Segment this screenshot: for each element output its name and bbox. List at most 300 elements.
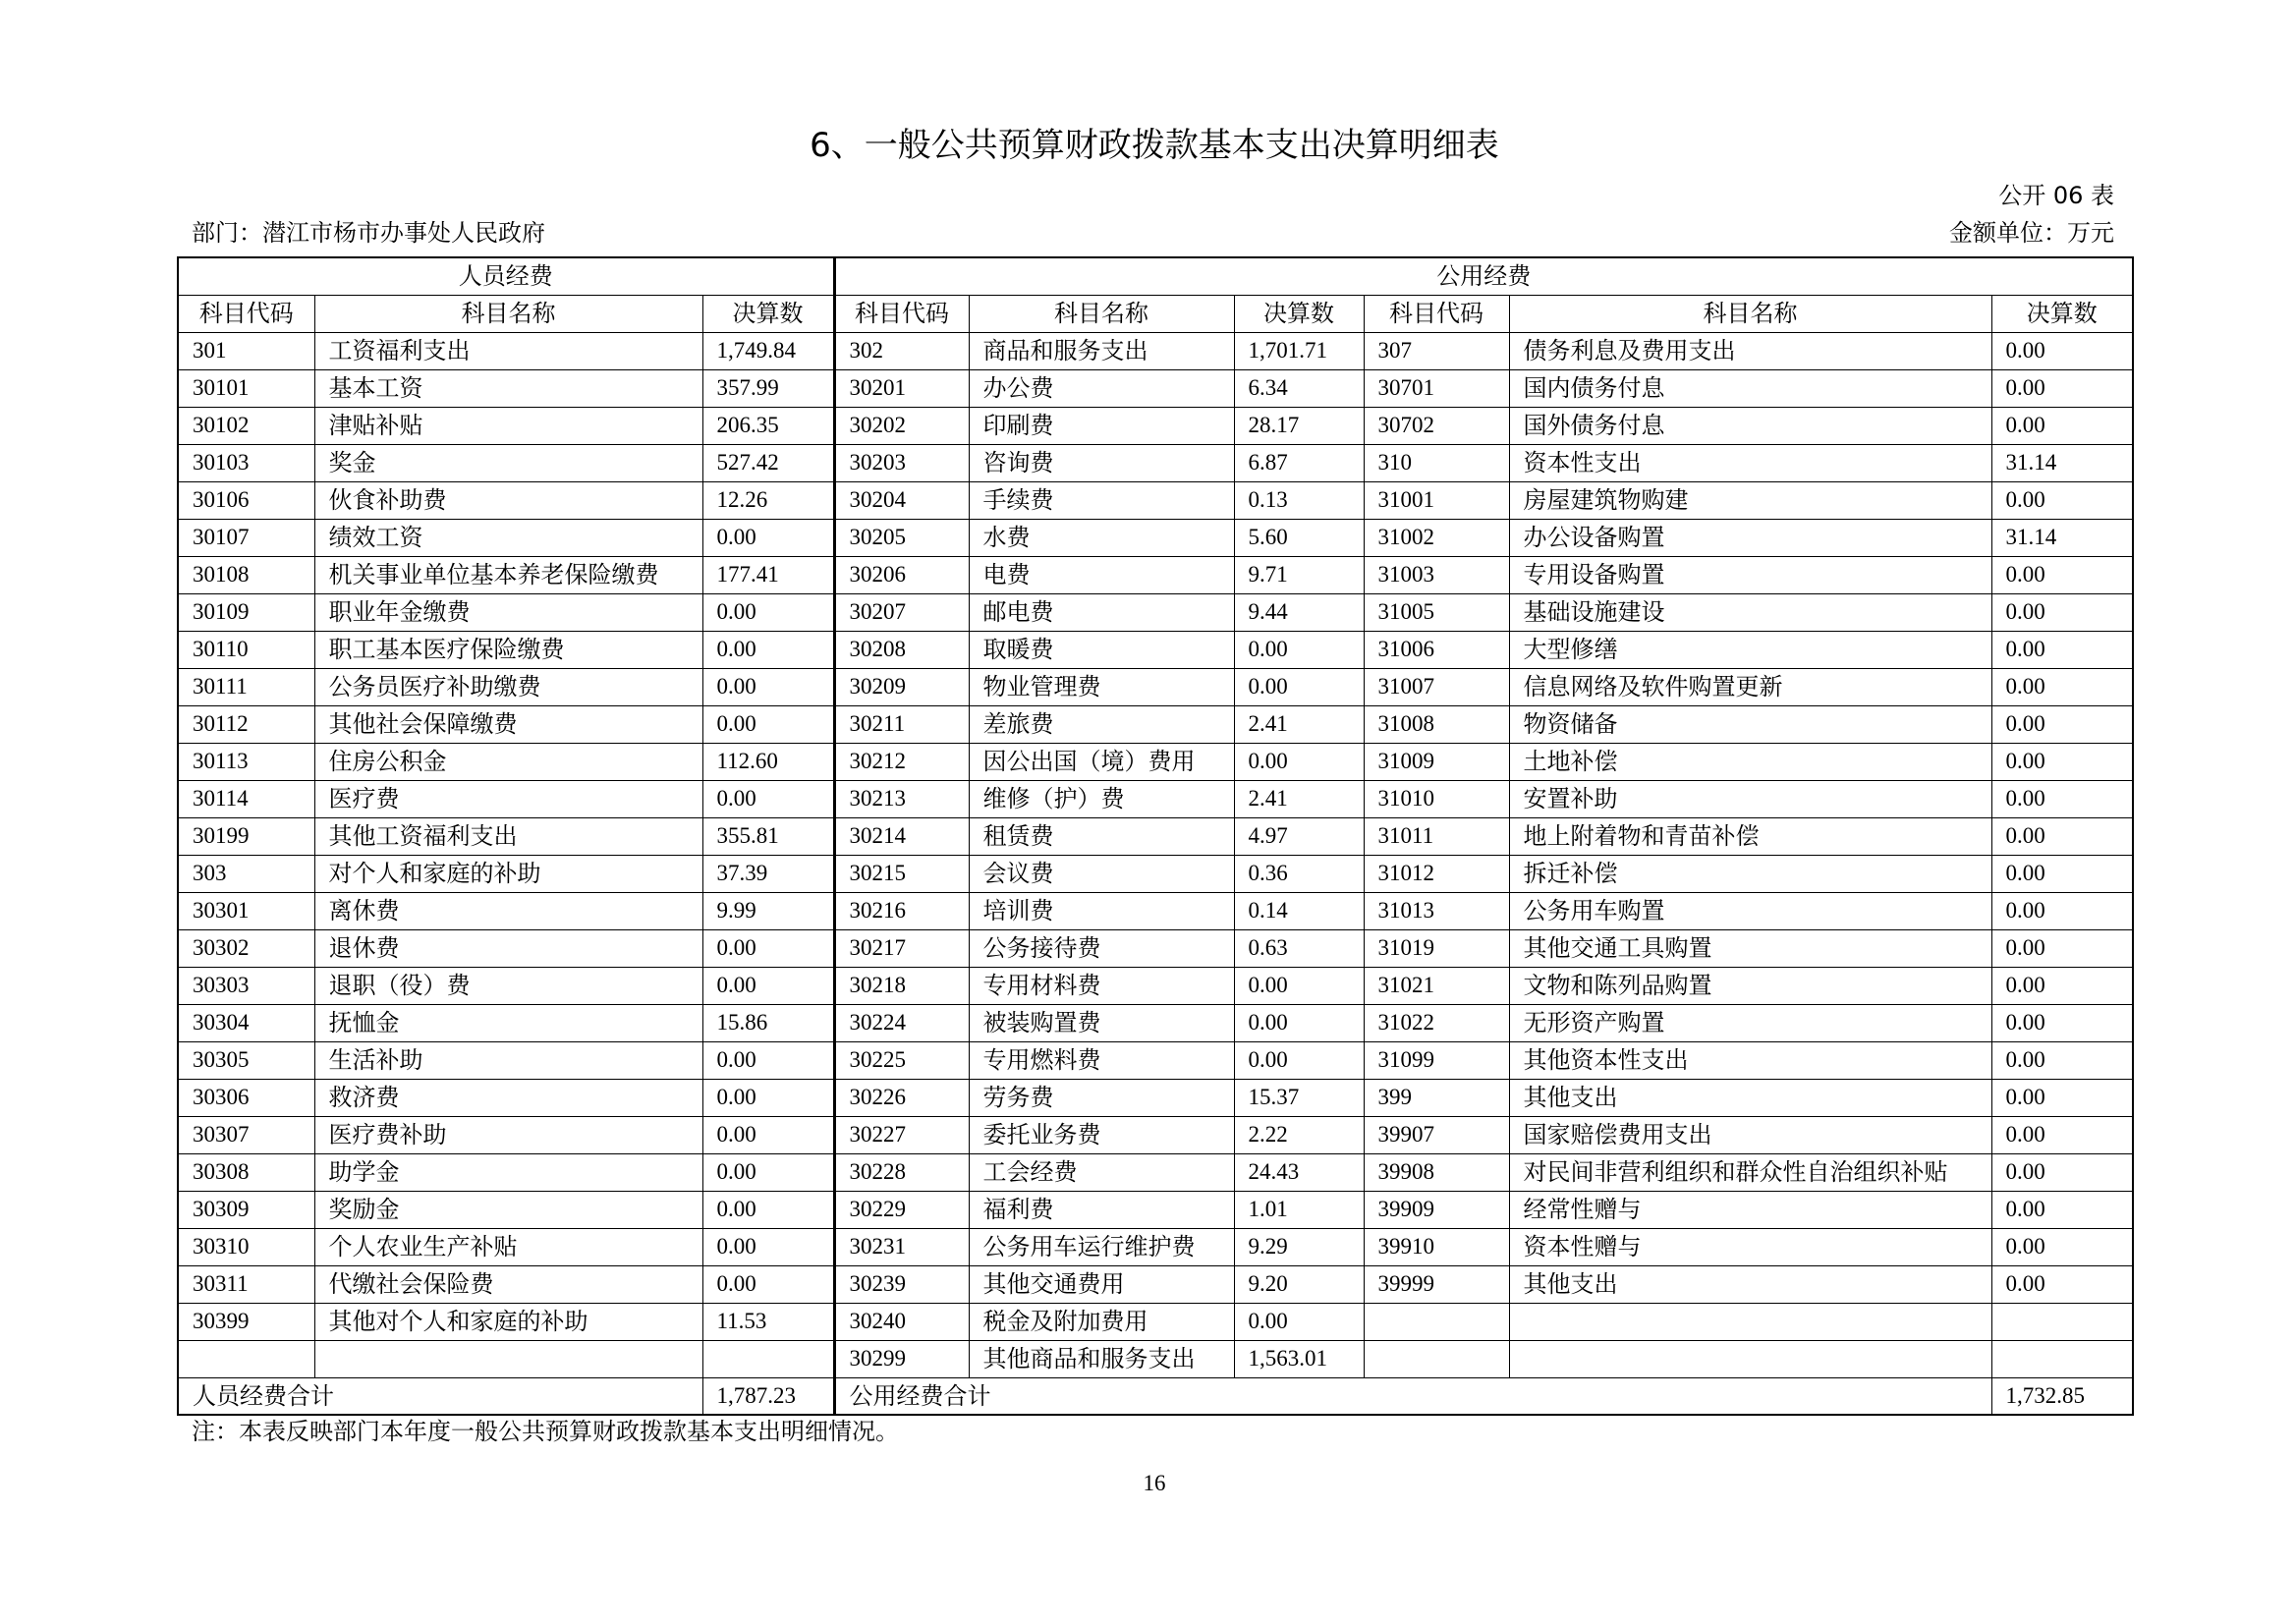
goods-services-code-cell: 30228 [834, 1153, 969, 1191]
table-row [178, 631, 2133, 668]
other-name-cell: 信息网络及软件购置更新 [1509, 668, 1991, 705]
personnel-amount-cell: 0.00 [702, 1265, 834, 1303]
goods-services-amount-cell: 0.00 [1234, 668, 1364, 705]
personnel-name-cell: 抚恤金 [314, 1004, 702, 1041]
other-amount-cell: 0.00 [1991, 967, 2133, 1004]
other-code-cell: 31099 [1364, 1041, 1509, 1079]
goods-services-amount-cell: 1,701.71 [1234, 332, 1364, 369]
table-row [178, 817, 2133, 855]
other-amount-cell: 0.00 [1991, 556, 2133, 593]
table-row [178, 332, 2133, 369]
other-code-cell: 39910 [1364, 1228, 1509, 1265]
goods-services-name-cell: 委托业务费 [969, 1116, 1234, 1153]
goods-services-code-cell: 30231 [834, 1228, 969, 1265]
other-name-cell: 办公设备购置 [1509, 519, 1991, 556]
other-code-cell: 307 [1364, 332, 1509, 369]
goods-services-amount-cell: 0.13 [1234, 481, 1364, 519]
personnel-amount-cell: 1,749.84 [702, 332, 834, 369]
table-row [178, 1191, 2133, 1228]
other-name-cell: 对民间非营利组织和群众性自治组织补贴 [1509, 1153, 1991, 1191]
goods-services-name-cell: 差旅费 [969, 705, 1234, 743]
other-amount-cell: 31.14 [1991, 519, 2133, 556]
table-row [178, 1116, 2133, 1153]
goods-services-name-cell: 会议费 [969, 855, 1234, 892]
goods-services-code-cell: 30224 [834, 1004, 969, 1041]
table-row [178, 1265, 2133, 1303]
column-header-amount: 决算数 [1991, 295, 2133, 332]
other-code-cell: 31009 [1364, 743, 1509, 780]
personnel-name-cell: 津贴补贴 [314, 407, 702, 444]
personnel-code-cell: 30110 [178, 631, 314, 668]
goods-services-code-cell: 30240 [834, 1303, 969, 1340]
goods-services-amount-cell: 0.00 [1234, 631, 1364, 668]
personnel-code-cell: 30101 [178, 369, 314, 407]
personnel-name-cell: 退职（役）费 [314, 967, 702, 1004]
goods-services-code-cell: 30204 [834, 481, 969, 519]
personnel-amount-cell: 0.00 [702, 1116, 834, 1153]
personnel-amount-cell: 0.00 [702, 1079, 834, 1116]
personnel-code-cell: 30108 [178, 556, 314, 593]
goods-services-code-cell: 30206 [834, 556, 969, 593]
goods-services-code-cell: 30212 [834, 743, 969, 780]
personnel-name-cell: 住房公积金 [314, 743, 702, 780]
goods-services-name-cell: 电费 [969, 556, 1234, 593]
column-header-name: 科目名称 [1509, 295, 1991, 332]
goods-services-name-cell: 专用材料费 [969, 967, 1234, 1004]
other-name-cell: 其他支出 [1509, 1265, 1991, 1303]
personnel-name-cell: 医疗费 [314, 780, 702, 817]
other-name-cell: 专用设备购置 [1509, 556, 1991, 593]
goods-services-name-cell: 租赁费 [969, 817, 1234, 855]
personnel-amount-cell: 0.00 [702, 1191, 834, 1228]
other-code-cell: 30701 [1364, 369, 1509, 407]
other-code-cell [1364, 1303, 1509, 1340]
other-amount-cell: 0.00 [1991, 407, 2133, 444]
other-name-cell [1509, 1340, 1991, 1377]
public-total-label: 公用经费合计 [834, 1377, 1991, 1415]
table-row [178, 743, 2133, 780]
table-footer [178, 1377, 2133, 1415]
personnel-name-cell: 生活补助 [314, 1041, 702, 1079]
personnel-code-cell: 30111 [178, 668, 314, 705]
personnel-code-cell: 30305 [178, 1041, 314, 1079]
table-row [178, 1228, 2133, 1265]
goods-services-code-cell: 30215 [834, 855, 969, 892]
personnel-amount-cell: 0.00 [702, 780, 834, 817]
personnel-code-cell: 30307 [178, 1116, 314, 1153]
personnel-name-cell: 其他社会保障缴费 [314, 705, 702, 743]
table-row [178, 1041, 2133, 1079]
goods-services-name-cell: 因公出国（境）费用 [969, 743, 1234, 780]
goods-services-name-cell: 公务接待费 [969, 929, 1234, 967]
goods-services-name-cell: 商品和服务支出 [969, 332, 1234, 369]
personnel-amount-cell: 12.26 [702, 481, 834, 519]
personnel-code-cell: 30109 [178, 593, 314, 631]
other-code-cell: 310 [1364, 444, 1509, 481]
personnel-amount-cell: 0.00 [702, 929, 834, 967]
other-name-cell: 资本性支出 [1509, 444, 1991, 481]
personnel-amount-cell: 0.00 [702, 1041, 834, 1079]
other-amount-cell: 0.00 [1991, 481, 2133, 519]
other-amount-cell [1991, 1340, 2133, 1377]
other-name-cell: 基础设施建设 [1509, 593, 1991, 631]
personnel-code-cell: 30302 [178, 929, 314, 967]
goods-services-code-cell: 30207 [834, 593, 969, 631]
other-amount-cell: 0.00 [1991, 1079, 2133, 1116]
personnel-code-cell: 30301 [178, 892, 314, 929]
goods-services-amount-cell: 0.36 [1234, 855, 1364, 892]
other-code-cell: 39908 [1364, 1153, 1509, 1191]
other-amount-cell: 0.00 [1991, 855, 2133, 892]
goods-services-name-cell: 邮电费 [969, 593, 1234, 631]
expenditure-detail-table [177, 256, 2134, 1416]
personnel-amount-cell: 37.39 [702, 855, 834, 892]
other-code-cell: 31006 [1364, 631, 1509, 668]
table-row [178, 705, 2133, 743]
personnel-code-cell: 30304 [178, 1004, 314, 1041]
goods-services-amount-cell: 9.20 [1234, 1265, 1364, 1303]
personnel-amount-cell: 11.53 [702, 1303, 834, 1340]
personnel-name-cell [314, 1340, 702, 1377]
goods-services-amount-cell: 2.41 [1234, 780, 1364, 817]
other-name-cell: 资本性赠与 [1509, 1228, 1991, 1265]
other-amount-cell: 0.00 [1991, 369, 2133, 407]
other-amount-cell: 0.00 [1991, 743, 2133, 780]
table-row [178, 1303, 2133, 1340]
goods-services-amount-cell: 1.01 [1234, 1191, 1364, 1228]
goods-services-name-cell: 水费 [969, 519, 1234, 556]
personnel-name-cell: 基本工资 [314, 369, 702, 407]
other-name-cell: 无形资产购置 [1509, 1004, 1991, 1041]
personnel-amount-cell: 0.00 [702, 705, 834, 743]
goods-services-amount-cell: 0.00 [1234, 1303, 1364, 1340]
other-code-cell: 39907 [1364, 1116, 1509, 1153]
table-row [178, 892, 2133, 929]
goods-services-amount-cell: 0.00 [1234, 1004, 1364, 1041]
goods-services-code-cell: 30213 [834, 780, 969, 817]
other-name-cell: 国外债务付息 [1509, 407, 1991, 444]
personnel-amount-cell: 0.00 [702, 1228, 834, 1265]
personnel-code-cell [178, 1340, 314, 1377]
personnel-name-cell: 绩效工资 [314, 519, 702, 556]
other-code-cell: 31001 [1364, 481, 1509, 519]
other-name-cell: 土地补偿 [1509, 743, 1991, 780]
personnel-name-cell: 公务员医疗补助缴费 [314, 668, 702, 705]
personnel-amount-cell: 206.35 [702, 407, 834, 444]
goods-services-name-cell: 培训费 [969, 892, 1234, 929]
other-code-cell: 39999 [1364, 1265, 1509, 1303]
department-label: 部门：潜江市杨市办事处人民政府 [192, 219, 545, 247]
other-code-cell: 31012 [1364, 855, 1509, 892]
other-code-cell: 31002 [1364, 519, 1509, 556]
other-name-cell: 国家赔偿费用支出 [1509, 1116, 1991, 1153]
goods-services-name-cell: 工会经费 [969, 1153, 1234, 1191]
other-name-cell: 公务用车购置 [1509, 892, 1991, 929]
other-name-cell: 其他支出 [1509, 1079, 1991, 1116]
public-total-amount: 1,732.85 [1991, 1377, 2133, 1415]
table-row [178, 967, 2133, 1004]
personnel-code-cell: 303 [178, 855, 314, 892]
column-header-code: 科目代码 [1364, 295, 1509, 332]
personnel-code-cell: 30308 [178, 1153, 314, 1191]
goods-services-code-cell: 30202 [834, 407, 969, 444]
other-amount-cell: 0.00 [1991, 668, 2133, 705]
goods-services-amount-cell: 6.34 [1234, 369, 1364, 407]
other-name-cell: 安置补助 [1509, 780, 1991, 817]
goods-services-name-cell: 物业管理费 [969, 668, 1234, 705]
table-row [178, 1153, 2133, 1191]
goods-services-amount-cell: 24.43 [1234, 1153, 1364, 1191]
goods-services-name-cell: 其他商品和服务支出 [969, 1340, 1234, 1377]
personnel-name-cell: 机关事业单位基本养老保险缴费 [314, 556, 702, 593]
amount-unit-label: 金额单位：万元 [1949, 219, 2114, 247]
personnel-name-cell: 奖励金 [314, 1191, 702, 1228]
table-row [178, 1340, 2133, 1377]
table-row [178, 929, 2133, 967]
other-name-cell: 大型修缮 [1509, 631, 1991, 668]
personnel-name-cell: 离休费 [314, 892, 702, 929]
goods-services-name-cell: 专用燃料费 [969, 1041, 1234, 1079]
personnel-code-cell: 30399 [178, 1303, 314, 1340]
personnel-code-cell: 30107 [178, 519, 314, 556]
other-amount-cell: 0.00 [1991, 1116, 2133, 1153]
personnel-amount-cell: 0.00 [702, 593, 834, 631]
goods-services-name-cell: 公务用车运行维护费 [969, 1228, 1234, 1265]
other-code-cell: 30702 [1364, 407, 1509, 444]
other-name-cell: 物资储备 [1509, 705, 1991, 743]
table-row [178, 369, 2133, 407]
goods-services-amount-cell: 2.22 [1234, 1116, 1364, 1153]
goods-services-amount-cell: 5.60 [1234, 519, 1364, 556]
other-amount-cell: 0.00 [1991, 1041, 2133, 1079]
other-code-cell: 31011 [1364, 817, 1509, 855]
personnel-amount-cell: 0.00 [702, 668, 834, 705]
goods-services-amount-cell: 0.14 [1234, 892, 1364, 929]
personnel-amount-cell: 357.99 [702, 369, 834, 407]
personnel-name-cell: 代缴社会保险费 [314, 1265, 702, 1303]
table-row [178, 481, 2133, 519]
other-code-cell: 31013 [1364, 892, 1509, 929]
goods-services-code-cell: 30227 [834, 1116, 969, 1153]
personnel-code-cell: 30103 [178, 444, 314, 481]
goods-services-code-cell: 30218 [834, 967, 969, 1004]
other-code-cell: 31005 [1364, 593, 1509, 631]
goods-services-name-cell: 办公费 [969, 369, 1234, 407]
other-amount-cell: 0.00 [1991, 1191, 2133, 1228]
personnel-amount-cell: 527.42 [702, 444, 834, 481]
personnel-code-cell: 30102 [178, 407, 314, 444]
goods-services-amount-cell: 2.41 [1234, 705, 1364, 743]
other-code-cell: 31019 [1364, 929, 1509, 967]
goods-services-name-cell: 劳务费 [969, 1079, 1234, 1116]
goods-services-code-cell: 30214 [834, 817, 969, 855]
personnel-name-cell: 职工基本医疗保险缴费 [314, 631, 702, 668]
table-row [178, 1079, 2133, 1116]
other-amount-cell [1991, 1303, 2133, 1340]
goods-services-code-cell: 30226 [834, 1079, 969, 1116]
goods-services-code-cell: 30217 [834, 929, 969, 967]
column-header-name: 科目名称 [969, 295, 1234, 332]
personnel-name-cell: 伙食补助费 [314, 481, 702, 519]
goods-services-name-cell: 印刷费 [969, 407, 1234, 444]
personnel-name-cell: 救济费 [314, 1079, 702, 1116]
personnel-code-cell: 30113 [178, 743, 314, 780]
personnel-name-cell: 对个人和家庭的补助 [314, 855, 702, 892]
other-code-cell [1364, 1340, 1509, 1377]
goods-services-code-cell: 30216 [834, 892, 969, 929]
goods-services-amount-cell: 28.17 [1234, 407, 1364, 444]
goods-services-name-cell: 咨询费 [969, 444, 1234, 481]
other-code-cell: 31003 [1364, 556, 1509, 593]
personnel-amount-cell: 0.00 [702, 967, 834, 1004]
personnel-amount-cell: 0.00 [702, 1153, 834, 1191]
column-header-code: 科目代码 [178, 295, 314, 332]
column-header-amount: 决算数 [702, 295, 834, 332]
group-header-public: 公用经费 [834, 257, 2133, 295]
personnel-name-cell: 职业年金缴费 [314, 593, 702, 631]
table-row [178, 668, 2133, 705]
personnel-name-cell: 助学金 [314, 1153, 702, 1191]
personnel-name-cell: 退休费 [314, 929, 702, 967]
goods-services-amount-cell: 0.00 [1234, 967, 1364, 1004]
other-code-cell: 31007 [1364, 668, 1509, 705]
table-number: 公开 06 表 [1998, 182, 2114, 209]
personnel-code-cell: 30303 [178, 967, 314, 1004]
other-code-cell: 31022 [1364, 1004, 1509, 1041]
goods-services-name-cell: 被装购置费 [969, 1004, 1234, 1041]
personnel-code-cell: 301 [178, 332, 314, 369]
other-amount-cell: 0.00 [1991, 892, 2133, 929]
table-row [178, 444, 2133, 481]
personnel-name-cell: 奖金 [314, 444, 702, 481]
goods-services-code-cell: 30208 [834, 631, 969, 668]
goods-services-code-cell: 302 [834, 332, 969, 369]
other-amount-cell: 0.00 [1991, 929, 2133, 967]
table-header [178, 257, 2133, 332]
other-amount-cell: 0.00 [1991, 631, 2133, 668]
other-amount-cell: 0.00 [1991, 332, 2133, 369]
other-code-cell: 31010 [1364, 780, 1509, 817]
personnel-amount-cell: 355.81 [702, 817, 834, 855]
column-header-amount: 决算数 [1234, 295, 1364, 332]
goods-services-name-cell: 福利费 [969, 1191, 1234, 1228]
goods-services-name-cell: 其他交通费用 [969, 1265, 1234, 1303]
other-amount-cell: 0.00 [1991, 1228, 2133, 1265]
goods-services-code-cell: 30209 [834, 668, 969, 705]
table-row [178, 780, 2133, 817]
goods-services-code-cell: 30229 [834, 1191, 969, 1228]
goods-services-name-cell: 维修（护）费 [969, 780, 1234, 817]
personnel-code-cell: 30306 [178, 1079, 314, 1116]
other-name-cell: 其他资本性支出 [1509, 1041, 1991, 1079]
personnel-total-amount: 1,787.23 [702, 1377, 834, 1415]
other-name-cell: 地上附着物和青苗补偿 [1509, 817, 1991, 855]
group-header-personnel: 人员经费 [178, 257, 834, 295]
other-code-cell: 31021 [1364, 967, 1509, 1004]
personnel-amount-cell: 177.41 [702, 556, 834, 593]
other-name-cell: 房屋建筑物购建 [1509, 481, 1991, 519]
goods-services-amount-cell: 9.29 [1234, 1228, 1364, 1265]
goods-services-amount-cell: 0.63 [1234, 929, 1364, 967]
goods-services-name-cell: 手续费 [969, 481, 1234, 519]
other-amount-cell: 0.00 [1991, 1265, 2133, 1303]
personnel-code-cell: 30311 [178, 1265, 314, 1303]
other-amount-cell: 0.00 [1991, 705, 2133, 743]
personnel-amount-cell: 0.00 [702, 519, 834, 556]
table-row [178, 407, 2133, 444]
other-amount-cell: 0.00 [1991, 1153, 2133, 1191]
personnel-amount-cell: 0.00 [702, 631, 834, 668]
other-amount-cell: 0.00 [1991, 780, 2133, 817]
group-header-row [178, 257, 2133, 295]
column-header-name: 科目名称 [314, 295, 702, 332]
other-code-cell: 399 [1364, 1079, 1509, 1116]
other-name-cell [1509, 1303, 1991, 1340]
personnel-code-cell: 30112 [178, 705, 314, 743]
other-amount-cell: 0.00 [1991, 593, 2133, 631]
other-name-cell: 其他交通工具购置 [1509, 929, 1991, 967]
personnel-amount-cell: 15.86 [702, 1004, 834, 1041]
other-code-cell: 39909 [1364, 1191, 1509, 1228]
column-header-row [178, 295, 2133, 332]
other-amount-cell: 0.00 [1991, 1004, 2133, 1041]
personnel-code-cell: 30310 [178, 1228, 314, 1265]
table-row [178, 1004, 2133, 1041]
goods-services-amount-cell: 1,563.01 [1234, 1340, 1364, 1377]
goods-services-code-cell: 30239 [834, 1265, 969, 1303]
other-name-cell: 国内债务付息 [1509, 369, 1991, 407]
personnel-code-cell: 30199 [178, 817, 314, 855]
goods-services-amount-cell: 0.00 [1234, 743, 1364, 780]
personnel-code-cell: 30106 [178, 481, 314, 519]
goods-services-amount-cell: 4.97 [1234, 817, 1364, 855]
other-amount-cell: 31.14 [1991, 444, 2133, 481]
personnel-code-cell: 30309 [178, 1191, 314, 1228]
personnel-total-label: 人员经费合计 [178, 1377, 702, 1415]
other-name-cell: 债务利息及费用支出 [1509, 332, 1991, 369]
goods-services-amount-cell: 9.44 [1234, 593, 1364, 631]
other-amount-cell: 0.00 [1991, 817, 2133, 855]
page-title: 6、一般公共预算财政拨款基本支出决算明细表 [810, 126, 1499, 165]
goods-services-amount-cell: 6.87 [1234, 444, 1364, 481]
table-body [178, 332, 2133, 1377]
table-note: 注：本表反映部门本年度一般公共预算财政拨款基本支出明细情况。 [192, 1418, 899, 1445]
personnel-amount-cell: 9.99 [702, 892, 834, 929]
other-name-cell: 文物和陈列品购置 [1509, 967, 1991, 1004]
other-name-cell: 经常性赠与 [1509, 1191, 1991, 1228]
goods-services-code-cell: 30225 [834, 1041, 969, 1079]
goods-services-amount-cell: 9.71 [1234, 556, 1364, 593]
page-number: 16 [1143, 1471, 1166, 1495]
personnel-name-cell: 工资福利支出 [314, 332, 702, 369]
totals-row [178, 1377, 2133, 1415]
goods-services-code-cell: 30205 [834, 519, 969, 556]
table-row [178, 855, 2133, 892]
goods-services-code-cell: 30201 [834, 369, 969, 407]
personnel-name-cell: 个人农业生产补贴 [314, 1228, 702, 1265]
personnel-code-cell: 30114 [178, 780, 314, 817]
personnel-amount-cell: 112.60 [702, 743, 834, 780]
goods-services-name-cell: 取暖费 [969, 631, 1234, 668]
goods-services-code-cell: 30203 [834, 444, 969, 481]
personnel-name-cell: 医疗费补助 [314, 1116, 702, 1153]
personnel-name-cell: 其他对个人和家庭的补助 [314, 1303, 702, 1340]
goods-services-amount-cell: 15.37 [1234, 1079, 1364, 1116]
personnel-amount-cell [702, 1340, 834, 1377]
other-code-cell: 31008 [1364, 705, 1509, 743]
other-name-cell: 拆迁补偿 [1509, 855, 1991, 892]
personnel-name-cell: 其他工资福利支出 [314, 817, 702, 855]
